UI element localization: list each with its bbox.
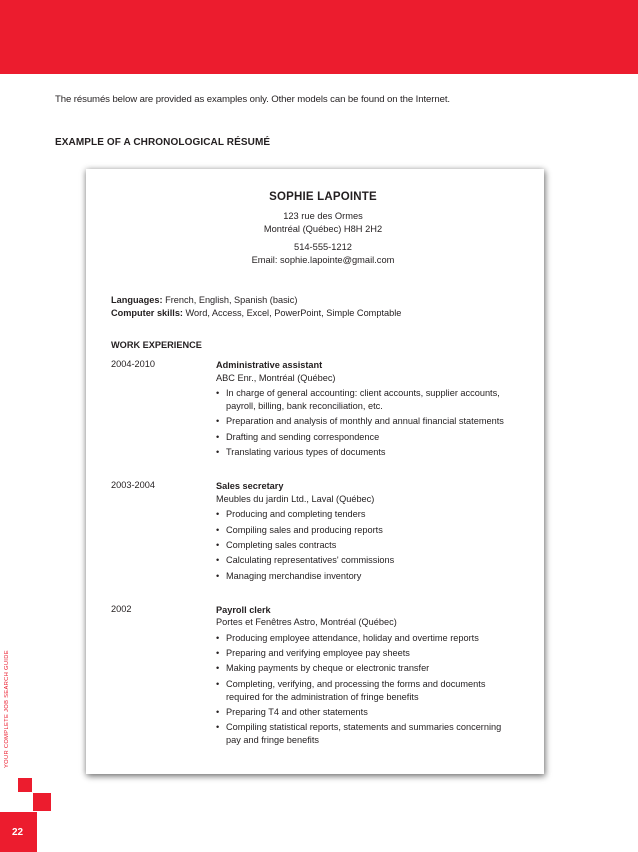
job-duty: • Calculating representatives' commissions bbox=[216, 554, 516, 567]
job-duty: • Managing merchandise inventory bbox=[216, 570, 516, 583]
job-duty: • Making payments by cheque or electronic transfer bbox=[216, 662, 516, 675]
job-years: 2004-2010 bbox=[111, 359, 155, 369]
job-title: Sales secretary bbox=[216, 480, 284, 491]
job-duty: • Preparing T4 and other statements bbox=[216, 706, 516, 719]
job-title: Payroll clerk bbox=[216, 604, 271, 615]
page-number: 22 bbox=[12, 827, 24, 838]
job-entry bbox=[111, 359, 531, 459]
decor-square bbox=[18, 778, 32, 792]
languages-value: French, English, Spanish (basic) bbox=[162, 295, 298, 305]
intro-text: The résumés below are provided as examples only. Other models can be found on the Internet. bbox=[55, 94, 450, 105]
job-duties bbox=[216, 632, 516, 747]
languages-label: Languages: bbox=[111, 295, 163, 305]
job-entry bbox=[111, 604, 531, 748]
job-employer: Portes et Fenêtres Astro, Montréal (Québec) bbox=[216, 617, 397, 628]
decor-square bbox=[33, 793, 51, 811]
job-duty: • In charge of general accounting: client accounts, supplier accounts, payroll, billing, bank reconciliation, etc. bbox=[216, 387, 516, 413]
job-duty: • Producing employee attendance, holiday and overtime reports bbox=[216, 632, 516, 645]
job-details bbox=[216, 480, 516, 583]
side-guide-title: YOUR COMPLETE JOB SEARCH GUIDE bbox=[4, 650, 10, 768]
job-years: 2003-2004 bbox=[111, 479, 155, 490]
job-years: 2002 bbox=[111, 603, 132, 614]
top-red-band bbox=[0, 0, 638, 74]
job-employer: ABC Enr., Montréal (Québec) bbox=[216, 372, 336, 383]
job-duty: • Preparing and verifying employee pay sheets bbox=[216, 647, 516, 660]
job-duties bbox=[216, 508, 516, 582]
job-duty: • Preparation and analysis of monthly and annual financial statements bbox=[216, 415, 516, 428]
job-duty: • Completing, verifying, and processing the forms and documents required for the administration of fringe benefits bbox=[216, 678, 516, 704]
resume-name: SOPHIE LAPOINTE bbox=[269, 191, 377, 203]
job-employer: Meubles du jardin Ltd., Laval (Québec) bbox=[216, 493, 375, 504]
resume-email: Email: sophie.lapointe@gmail.com bbox=[251, 255, 395, 265]
job-entry bbox=[111, 480, 531, 583]
job-duty: • Translating various types of documents bbox=[216, 446, 516, 459]
resume-sheet bbox=[86, 169, 544, 774]
job-duty: • Drafting and sending correspondence bbox=[216, 431, 516, 444]
job-duty: • Completing sales contracts bbox=[216, 539, 516, 552]
resume-address-line1: 123 rue des Ormes bbox=[283, 211, 363, 221]
work-experience-heading: WORK EXPERIENCE bbox=[111, 340, 202, 350]
job-list bbox=[111, 359, 531, 747]
job-duties bbox=[216, 387, 516, 459]
computer-skills-label: Computer skills: bbox=[111, 308, 183, 318]
computer-skills-line bbox=[111, 308, 401, 318]
job-title: Administrative assistant bbox=[216, 360, 323, 370]
resume-phone: 514-555-1212 bbox=[294, 242, 352, 252]
languages-line bbox=[111, 295, 297, 305]
computer-skills-value: Word, Access, Excel, PowerPoint, Simple Comptable bbox=[182, 308, 402, 318]
job-duty: • Compiling statistical reports, statements and summaries concerning pay and fringe benefits bbox=[216, 721, 516, 747]
job-details bbox=[216, 359, 516, 459]
resume-address-line2: Montréal (Québec) H8H 2H2 bbox=[263, 224, 383, 234]
section-heading: EXAMPLE OF A CHRONOLOGICAL RÉSUMÉ bbox=[55, 137, 271, 148]
job-duty: • Compiling sales and producing reports bbox=[216, 524, 516, 537]
job-details bbox=[216, 604, 516, 748]
job-duty: • Producing and completing tenders bbox=[216, 508, 516, 521]
